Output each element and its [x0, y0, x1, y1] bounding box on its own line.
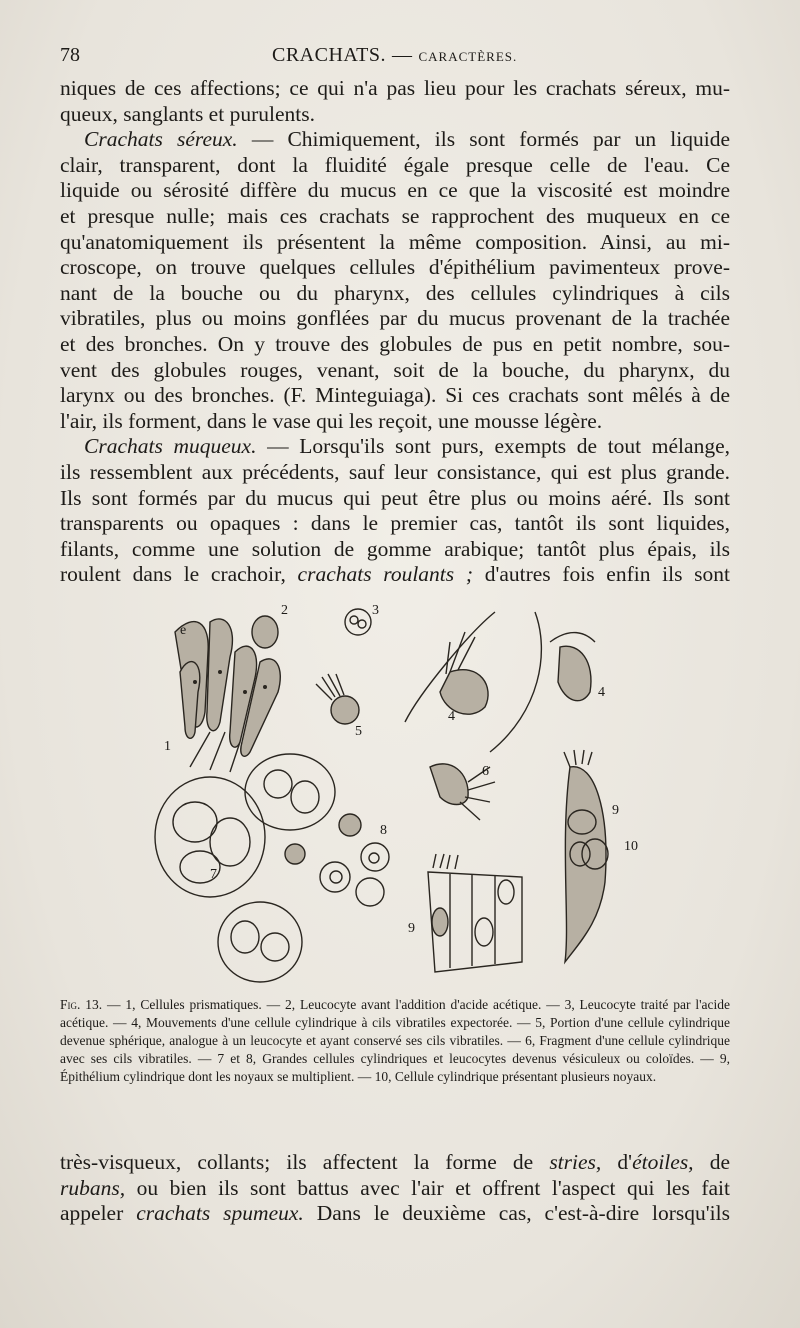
line-text: Dans le deuxième cas, c'est-à-dire lorsqu'ils — [303, 1201, 730, 1226]
figure-label-4a: 4 — [448, 709, 455, 724]
text-line — [60, 511, 730, 537]
italic-term: crachats spumeux. — [136, 1201, 304, 1226]
figure-drawing — [150, 592, 740, 990]
figure-label-9b: 9 — [612, 803, 619, 818]
multinucleated-cell-drawing — [564, 750, 608, 962]
body-text-top — [60, 76, 730, 588]
line-text: appeler — [60, 1201, 137, 1226]
caption-text: — 1, Cellules prismatiques. — 2, Leucocyte avant l'addition d'acide acétique. — 3, Leucocyte traité par l'acide acétique. — 4, Mouvements d'une cellule cylindrique à cils vibratiles expectorée. — 5, Portion d'une cellule cylindrique devenue sphérique, analogue à un leucocyte et ayant conservé ses cils vibratiles. — 6, Fragment d'une cellule cylindrique avec ses cils vibratiles. — 7 et 8, Grandes cellules cylindriques et leucocytes devenus vésiculeux ou coloïdes. — 9, Épithélium cylindrique dont les noyaux se multiplient. — 10, Cellule cylindrique présentant plusieurs noyaux. — [60, 997, 730, 1084]
line-text: croscope, on trouve quelques cellules d'épithélium pavimenteux prove- — [60, 255, 730, 280]
line-text: et presque nulle; mais ces crachats se rapprochent des muqueux en ce — [60, 203, 730, 228]
vesicular-cells-drawing — [155, 754, 335, 982]
text-line — [60, 383, 730, 409]
text-line — [60, 358, 730, 384]
spherical-cell-drawing — [316, 674, 359, 724]
ciliated-cell-motion-drawing — [405, 612, 595, 752]
figure-label-5: 5 — [355, 724, 362, 739]
body-text-bottom — [60, 1150, 730, 1227]
caption-label: Fig. 13. — [60, 997, 103, 1012]
figure-label-8: 8 — [380, 823, 387, 838]
text-line — [60, 409, 730, 435]
text-line — [60, 460, 730, 486]
line-text: roulent dans le crachoir, — [60, 562, 298, 587]
text-line — [60, 230, 730, 256]
line-text: vent des globules rouges, venant, soit de la bouche, du pharynx, du — [60, 357, 730, 382]
italic-term: stries, — [549, 1150, 602, 1174]
text-line — [60, 102, 730, 128]
running-subtitle: CARACTÈRES. — [418, 49, 518, 64]
text-line — [60, 537, 730, 563]
leucocytes-colloid-drawing — [285, 814, 389, 906]
text-line — [60, 332, 730, 358]
treated-leucocyte-drawing — [345, 609, 371, 635]
line-text: larynx ou des bronches. (F. Minteguiaga). Si ces crachats sont mêlés à de — [60, 383, 730, 408]
text-line — [60, 306, 730, 332]
text-line — [60, 204, 730, 230]
line-text: queux, sanglants et purulents. — [60, 101, 315, 126]
figure-label-4b: 4 — [598, 685, 605, 700]
text-line — [60, 153, 730, 179]
text-line — [60, 178, 730, 204]
figure-label-10: 10 — [624, 839, 638, 854]
leucocyte-drawing — [252, 616, 278, 648]
line-text: niques de ces affections; ce qui n'a pas lieu pour les crachats séreux, mu- — [60, 76, 730, 100]
italic-term: crachats roulants ; — [297, 562, 473, 587]
figure-label-e: e — [180, 623, 187, 638]
line-text: de — [693, 1150, 730, 1174]
line-text: — Chimiquement, ils sont formés par un liquide — [237, 127, 730, 152]
text-line — [60, 127, 730, 153]
figure-caption — [60, 996, 730, 1086]
line-text: très-visqueux, collants; ils affectent la forme de — [60, 1150, 550, 1174]
line-text: transparents ou opaques : dans le premier cas, tantôt ils sont liquides, — [60, 511, 730, 536]
figure-13-illustration — [150, 592, 740, 990]
running-title-main: CRACHATS. — [272, 44, 386, 66]
line-text: ils ressemblent aux précédents, sauf leur consistance, qui est plus grande. — [60, 459, 730, 484]
line-text: et des bronches. On y trouve des globules de pus en petit nombre, sou- — [60, 331, 730, 356]
text-line — [60, 434, 730, 460]
line-text: l'air, ils forment, dans le vase qui les reçoit, une mousse légère. — [60, 408, 603, 433]
text-line — [60, 1150, 730, 1176]
figure-label-7: 7 — [210, 867, 217, 882]
figure-label-3: 3 — [372, 603, 379, 618]
line-text: — Lorsqu'ils sont purs, exempts de tout mélange, — [256, 434, 730, 459]
italic-term: rubans, — [60, 1175, 126, 1200]
text-line — [60, 562, 730, 588]
line-text: liquide ou sérosité diffère du mucus en ce que la viscosité est moindre — [60, 178, 730, 203]
line-text: ou bien ils sont battus avec l'air et offrent l'aspect qui les fait — [125, 1175, 730, 1200]
section-heading-mucous: Crachats muqueux. — [84, 434, 257, 459]
line-text: d'autres fois enfin ils sont — [473, 562, 730, 587]
line-text: d' — [601, 1150, 633, 1174]
text-line — [60, 486, 730, 512]
text-line — [60, 76, 730, 102]
page-number: 78 — [60, 44, 80, 66]
figure-label-6: 6 — [482, 764, 489, 779]
text-line — [60, 255, 730, 281]
figure-label-2: 2 — [281, 603, 288, 618]
section-heading-serous: Crachats séreux. — [84, 127, 238, 152]
figure-label-1: 1 — [164, 739, 171, 754]
page-header — [60, 40, 730, 74]
line-text: qu'anatomiquement ils présentent la même composition. Ainsi, au mi- — [60, 229, 730, 254]
running-title — [272, 44, 517, 67]
text-line — [60, 1176, 730, 1202]
line-text: filants, comme une solution de gomme arabique; tantôt plus épais, ils — [60, 536, 730, 561]
line-text: nant de la bouche ou du pharynx, des cellules cylindriques à cils — [60, 280, 730, 305]
running-title-dash: — — [391, 44, 413, 66]
line-text: Ils sont formés par du mucus qui peut être plus ou moins aéré. Ils sont — [60, 485, 730, 510]
line-text: vibratiles, plus ou moins gonflées par du mucus provenant de la trachée — [60, 306, 730, 331]
figure-label-9a: 9 — [408, 921, 415, 936]
text-line — [60, 281, 730, 307]
italic-term: étoiles, — [632, 1150, 694, 1174]
text-line — [60, 1201, 730, 1227]
line-text: clair, transparent, dont la fluidité égale presque celle de l'eau. Ce — [60, 152, 730, 177]
cylindrical-epithelium-drawing — [428, 854, 522, 972]
